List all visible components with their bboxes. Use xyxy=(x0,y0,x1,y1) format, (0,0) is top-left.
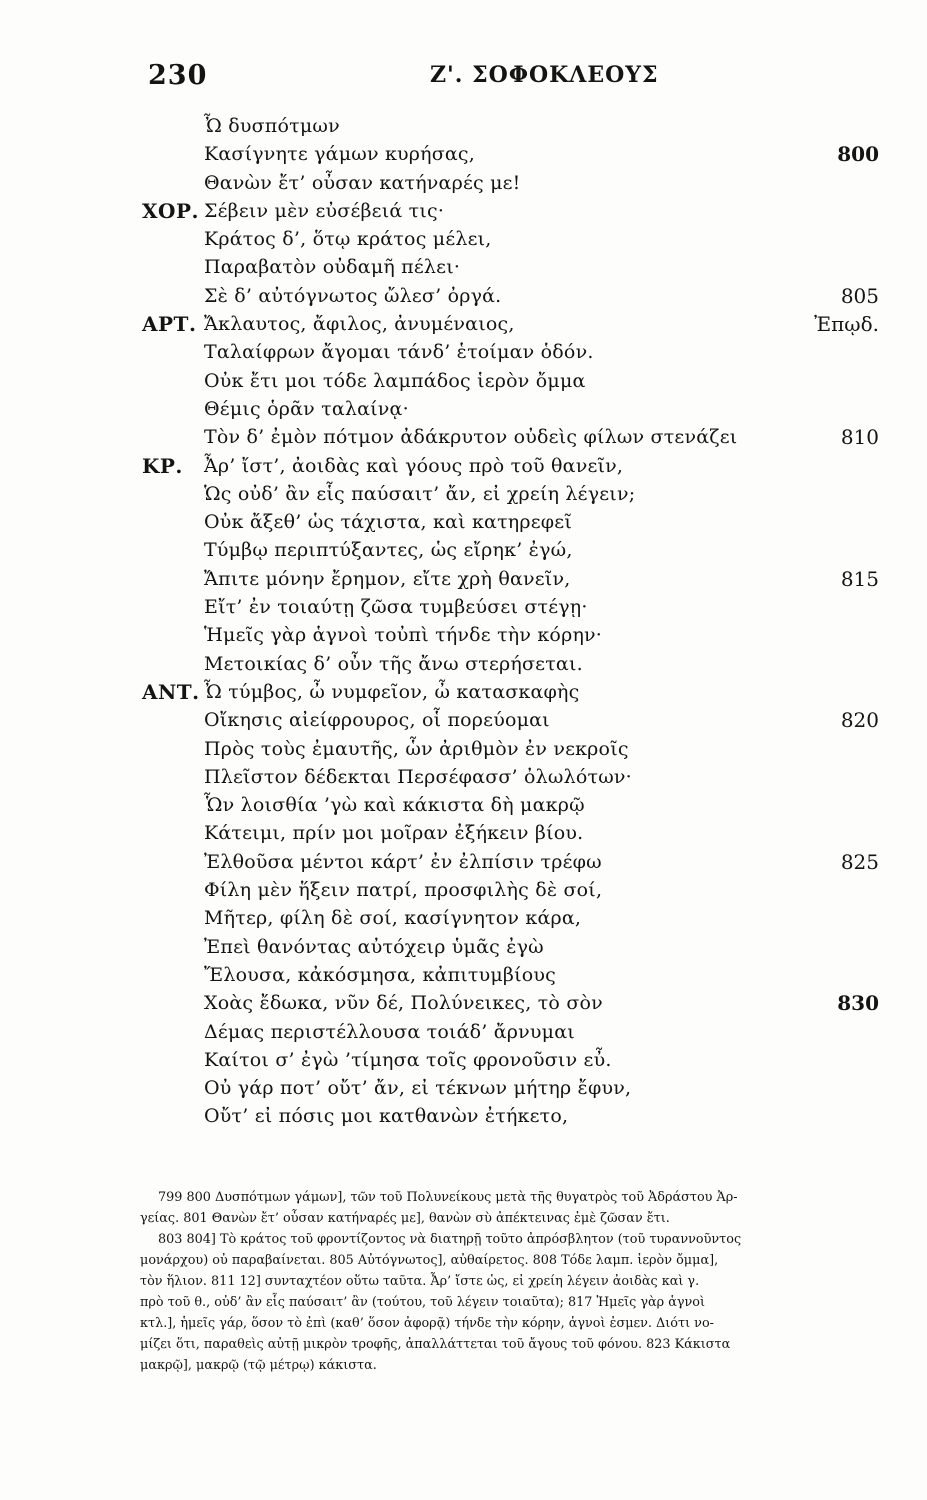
verse-line xyxy=(0,848,927,876)
verse-line xyxy=(0,197,927,225)
verse-line xyxy=(0,480,927,508)
verse-line xyxy=(0,1018,927,1046)
verse-text-line: Χοὰς ἔδωκα, νῦν δέ, Πολύνεικες, τὸ σὸν xyxy=(204,992,603,1015)
verse-line xyxy=(0,367,927,395)
verse-line xyxy=(0,678,927,706)
verse-text-line: Κράτος δ’, ὅτῳ κράτος μέλει, xyxy=(204,228,492,251)
speaker-label: ΑΝΤ. xyxy=(142,679,200,704)
verse-text-line: Ἐλθοῦσα μέντοι κάρτ’ ἐν ἐλπίσιν τρέφω xyxy=(204,850,602,873)
verse-text-line: Τὸν δ’ ἐμὸν πότμον ἀδάκρυτον οὐδεὶς φίλων στενάζει xyxy=(204,426,738,449)
footnote-line: κτλ.], ἡμεῖς γάρ, ὅσον τὸ ἐπὶ (καθ’ ὅσον ἀφορᾷ) τήνδε τὴν κόρην, ἁγνοὶ ἐσμεν. Διότι νο- xyxy=(140,1316,714,1331)
speaker-label: ΧΟΡ. xyxy=(142,198,199,223)
verse-text-line: Οὐκ ἄξεθ’ ὡς τάχιστα, καὶ κατηρεφεῖ xyxy=(204,511,572,534)
footnote-line: γείας. 801 Θανὼν ἔτ’ οὖσαν κατήναρές με], θανὼν σὺ ἀπέκτεινας ἐμὲ ζῶσαν ἔτι. xyxy=(140,1211,670,1226)
verse-line xyxy=(0,1046,927,1074)
verse-line xyxy=(0,763,927,791)
verse-text-line: Θέμις ὁρᾶν ταλαίνᾳ· xyxy=(204,397,409,420)
verse-line xyxy=(0,593,927,621)
verse-text-line: Θανὼν ἔτ’ οὖσαν κατήναρές με! xyxy=(204,171,521,194)
verse-line xyxy=(0,1102,927,1130)
speaker-label: ΑΡΤ. xyxy=(142,312,197,337)
verse-text-line: Ἔλουσα, κἀκόσμησα, κἀπιτυμβίους xyxy=(204,963,556,986)
verse-line xyxy=(0,225,927,253)
verse-text-line: Ταλαίφρων ἄγομαι τάνδ’ ἑτοίμαν ὁδόν. xyxy=(204,341,594,364)
verse-text xyxy=(0,112,927,1131)
verse-line xyxy=(0,140,927,168)
footnote-line: πρὸ τοῦ θ., οὐδ’ ἂν εἷς παύσαιτ’ ἂν (τούτου, τοῦ λέγειν τοιαῦτα); 817 Ἡμεῖς γὰρ ἁγνοὶ xyxy=(140,1295,706,1310)
line-number: 820 xyxy=(840,708,879,733)
footnote-line: 803 804] Τὸ κράτος τοῦ φροντίζοντος νὰ διατηρῇ τοῦτο ἀπρόσβλητον (τοῦ τυραννοῦντος xyxy=(158,1232,742,1247)
footnote-line: μίζει ὅτι, παραθεὶς αὐτῇ μικρὸν τροφῆς, ἀπαλλάττεται τοῦ ἄγους τοῦ φόνου. 823 Κάκιστα xyxy=(140,1337,731,1352)
verse-text-line: Οἴκησις αἰείφρουρος, οἷ πορεύομαι xyxy=(204,709,550,732)
verse-line xyxy=(0,819,927,847)
line-number: 800 xyxy=(837,142,879,167)
verse-text-line: Ἐπεὶ θανόντας αὐτόχειρ ὑμᾶς ἐγὼ xyxy=(204,935,544,958)
verse-line xyxy=(0,621,927,649)
verse-line xyxy=(0,706,927,734)
footnote-line: τὸν ἥλιον. 811 12] συνταχτέον οὕτω ταῦτα. Ἆρ’ ἴστε ὡς, εἰ χρείη λέγειν ἀοιδὰς καὶ γ. xyxy=(140,1274,700,1289)
verse-text-line: Κάτειμι, πρίν μοι μοῖραν ἐξήκειν βίου. xyxy=(204,822,584,845)
verse-line xyxy=(0,876,927,904)
verse-text-line: Οὐ γάρ ποτ’ οὔτ’ ἄν, εἰ τέκνων μήτηρ ἔφυν, xyxy=(204,1077,632,1100)
verse-text-line: Ἡμεῖς γὰρ ἁγνοὶ τοὐπὶ τήνδε τὴν κόρην· xyxy=(204,624,603,647)
verse-text-line: Πρὸς τοὺς ἐμαυτῆς, ὧν ἀριθμὸν ἐν νεκροῖς xyxy=(204,737,629,760)
verse-line xyxy=(0,536,927,564)
line-number: 805 xyxy=(840,283,879,308)
verse-line xyxy=(0,933,927,961)
verse-line xyxy=(0,961,927,989)
verse-text-line: Οὔτ’ εἰ πόσις μοι κατθανὼν ἐτήκετο, xyxy=(204,1105,569,1128)
footnotes xyxy=(140,1187,880,1376)
verse-text-line: Σὲ δ’ αὐτόγνωτος ὤλεσ’ ὀργά. xyxy=(204,284,502,307)
verse-line xyxy=(0,508,927,536)
running-title: Ζ'. ΣΟΦΟΚΛΕΟΥΣ xyxy=(430,62,659,88)
verse-text-line: Ὧν λοισθία ’γὼ καὶ κάκιστα δὴ μακρῷ xyxy=(204,794,585,817)
footnote-line: μονάρχου) οὐ παραβαίνεται. 805 Αὐτόγνωτος], αὐθαίρετος. 808 Τόδε λαμπ. ἱερὸν ὄμμα], xyxy=(140,1253,719,1268)
verse-text-line: Ἄκλαυτος, ἄφιλος, ἀνυμέναιος, xyxy=(204,313,515,336)
verse-text-line: Παραβατὸν οὐδαμῆ πέλει· xyxy=(204,256,461,279)
verse-line xyxy=(0,1074,927,1102)
page-number: 230 xyxy=(148,60,208,91)
verse-text-line: Δέμας περιστέλλουσα τοιάδ’ ἄρνυμαι xyxy=(204,1020,575,1043)
verse-text-line: Εἴτ’ ἐν τοιαύτῃ ζῶσα τυμβεύσει στέγῃ· xyxy=(204,596,588,619)
verse-line xyxy=(0,395,927,423)
verse-line xyxy=(0,253,927,281)
verse-line xyxy=(0,169,927,197)
verse-text-line: Μετοικίας δ’ οὖν τῆς ἄνω στερήσεται. xyxy=(204,652,583,675)
verse-text-line: Ὡς οὐδ’ ἂν εἷς παύσαιτ’ ἄν, εἰ χρείη λέγειν; xyxy=(204,482,636,505)
verse-line xyxy=(0,423,927,451)
section-marker: Ἐπῳδ. xyxy=(814,312,879,337)
verse-line xyxy=(0,735,927,763)
verse-line xyxy=(0,282,927,310)
verse-line xyxy=(0,791,927,819)
line-number: 815 xyxy=(840,566,879,591)
verse-line xyxy=(0,452,927,480)
verse-text-line: Φίλη μὲν ἥξειν πατρί, προσφιλὴς δὲ σοί, xyxy=(204,879,603,902)
line-number: 830 xyxy=(837,991,879,1016)
footnote-line: 799 800 Δυσπότμων γάμων], τῶν τοῦ Πολυνείκους μετὰ τῆς θυγατρὸς τοῦ Ἀδράστου Ἀρ- xyxy=(158,1190,738,1205)
verse-text-line: Ἆρ’ ἴστ’, ἀοιδὰς καὶ γόους πρὸ τοῦ θανεῖν, xyxy=(204,454,624,477)
verse-line xyxy=(0,112,927,140)
verse-text-line: Κασίγνητε γάμων κυρήσας, xyxy=(204,143,476,166)
verse-text-line: Ὦ δυσπότμων xyxy=(204,115,340,137)
verse-line xyxy=(0,338,927,366)
verse-text-line: Μῆτερ, φίλη δὲ σοί, κασίγνητον κάρα, xyxy=(204,907,582,930)
verse-text-line: Σέβειν μὲν εὐσέβειά τις· xyxy=(204,199,445,222)
verse-line xyxy=(0,650,927,678)
verse-line xyxy=(0,904,927,932)
verse-text-line: Καίτοι σ’ ἐγὼ ’τίμησα τοῖς φρονοῦσιν εὖ. xyxy=(204,1048,612,1071)
verse-text-line: Τύμβῳ περιπτύξαντες, ὡς εἴρηκ’ ἐγώ, xyxy=(204,539,573,562)
verse-line xyxy=(0,565,927,593)
verse-text-line: Ὦ τύμβος, ὦ νυμφεῖον, ὦ κατασκαφὴς xyxy=(204,680,580,703)
line-number: 825 xyxy=(840,849,879,874)
verse-line xyxy=(0,989,927,1017)
verse-text-line: Ἄπιτε μόνην ἔρημον, εἴτε χρὴ θανεῖν, xyxy=(204,567,571,590)
footnote-line: μακρῷ], μακρῷ (τῷ μέτρῳ) κάκιστα. xyxy=(140,1358,377,1373)
speaker-label: ΚΡ. xyxy=(142,453,183,478)
verse-text-line: Οὐκ ἔτι μοι τόδε λαμπάδος ἱερὸν ὄμμα xyxy=(204,369,586,392)
line-number: 810 xyxy=(840,425,879,450)
verse-line xyxy=(0,310,927,338)
verse-text-line: Πλεῖστον δέδεκται Περσέφασσ’ ὀλωλότων· xyxy=(204,765,632,788)
running-head xyxy=(0,60,927,100)
